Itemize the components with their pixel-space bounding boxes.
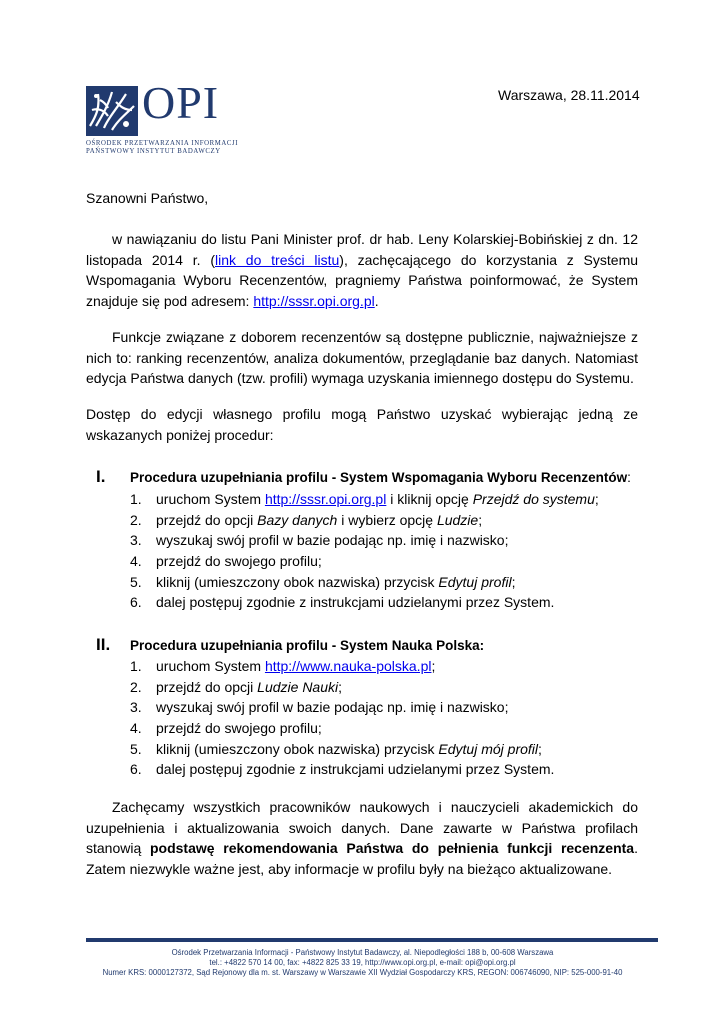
- paragraph-3: Dostęp do edycji własnego profilu mogą Państwo uzyskać wybierając jedną ze wskazanych poniżej procedur:: [86, 406, 638, 443]
- section-2-steps: [130, 656, 554, 780]
- letter-link[interactable]: link do treści listu: [215, 251, 340, 268]
- sssr-url-link[interactable]: http://sssr.opi.org.pl: [253, 292, 375, 309]
- list-item: 2. przejdź do opcji Bazy danych i wybierz opcję Ludzie;: [130, 511, 483, 528]
- letter-date: Warszawa, 28.11.2014: [498, 87, 640, 103]
- list-item: 1. uruchom System http://www.nauka-polska.pl;: [130, 658, 436, 674]
- section-2-title: Procedura uzupełniania profilu - System Nauka Polska:: [130, 638, 485, 653]
- paragraph-1: w nawiązaniu do listu Pani Minister prof. dr hab. Leny Kolarskiej-Bobińskiej z dn. 12 listopada 2014 r. (link do treści listu), zachęcającego do korzystania z Systemu Wspomagania Wyboru Recenzentów, pragniemy Państwa poinformować, że System znajduje się pod adresem: http://sssr.opi.org.pl.: [86, 231, 639, 309]
- section-2-number: II.: [96, 635, 111, 654]
- emphasis-text: podstawę rekomendowania Państwa do pełnienia funkcji recenzenta: [149, 840, 635, 857]
- footer-registry: Numer KRS: 0000127372, Sąd Rejonowy dla m. st. Warszawy w Warszawie XII Wydział Gospodarczy KRS, REGON: 006746090, NIP: 525-000-91-40: [102, 968, 623, 977]
- section-2-heading: [96, 635, 484, 655]
- list-item: 5. kliknij (umieszczony obok nazwiska) przycisk Edytuj profil;: [130, 573, 516, 590]
- footer-divider: [86, 938, 658, 942]
- list-item: 3. wyszukaj swój profil w bazie podając np. imię i nazwisko;: [130, 699, 509, 716]
- list-item: 4. przejdź do swojego profilu;: [130, 553, 322, 570]
- section-1-number: I.: [96, 467, 106, 486]
- list-item: 5. kliknij (umieszczony obok nazwiska) przycisk Edytuj mój profil;: [130, 740, 542, 757]
- logo-subtitle-2: PAŃSTWOWY INSTYTUT BADAWCZY: [86, 148, 221, 155]
- section-1-heading: I. Procedura uzupełniania profilu - System Wspomagania Wyboru Recenzentów:: [96, 467, 631, 486]
- sssr-url-link[interactable]: http://sssr.opi.org.pl: [264, 491, 387, 507]
- list-item: 3. wyszukaj swój profil w bazie podając np. imię i nazwisko;: [130, 532, 509, 549]
- list-item: 1. uruchom System http://sssr.opi.org.pl i kliknij opcję Przejdź do systemu;: [130, 491, 599, 507]
- list-item: 4. przejdź do swojego profilu;: [130, 720, 322, 737]
- list-item: 6. dalej postępuj zgodnie z instrukcjami udzielanymi przez System.: [130, 761, 555, 778]
- footer-contact: tel.: +4822 570 14 00, fax: +4822 825 33 19, http://www.opi.org.pl, e-mail: opi@opi.org.pl: [209, 958, 516, 967]
- nauka-polska-url-link[interactable]: http://www.nauka-polska.pl: [264, 658, 432, 674]
- section-1-title: Procedura uzupełniania profilu - System Wspomagania Wyboru Recenzentów: [130, 470, 628, 485]
- opi-logo: [86, 77, 239, 161]
- paragraph-4: Zachęcamy wszystkich pracowników naukowych i nauczycieli akademickich do uzupełnienia i aktualizowania swoich danych. Dane zawarte w Państwa profilach stanowią podstawę rekomendowania Państwa do pełnienia funkcji recenzenta. Zatem niezwykle ważne jest, aby informacje w profilu były na bieżąco aktualizowane.: [86, 799, 638, 877]
- logo-subtitle-1: OŚRODEK PRZETWARZANIA INFORMACJI: [86, 140, 239, 147]
- footer-address: Ośrodek Przetwarzania Informacji - Państwowy Instytut Badawczy, al. Niepodległości 188 b, 00-608 Warszawa: [171, 948, 554, 957]
- section-1-steps: [130, 489, 599, 613]
- list-item: 2. przejdź do opcji Ludzie Nauki;: [130, 678, 342, 695]
- logo-wordmark: OPI: [142, 77, 220, 128]
- greeting: Szanowni Państwo,: [86, 190, 209, 206]
- opi-emblem-icon: [86, 86, 138, 136]
- paragraph-2: Funkcje związane z doborem recenzentów są dostępne publicznie, najważniejsze z nich to: ranking recenzentów, analiza dokumentów, przeglądanie baz danych. Natomiast edycja Państwa danych (tzw. profili) wymaga uzyskania imiennego dostępu do Systemu.: [86, 329, 638, 387]
- list-item: 6. dalej postępuj zgodnie z instrukcjami udzielanymi przez System.: [130, 594, 555, 611]
